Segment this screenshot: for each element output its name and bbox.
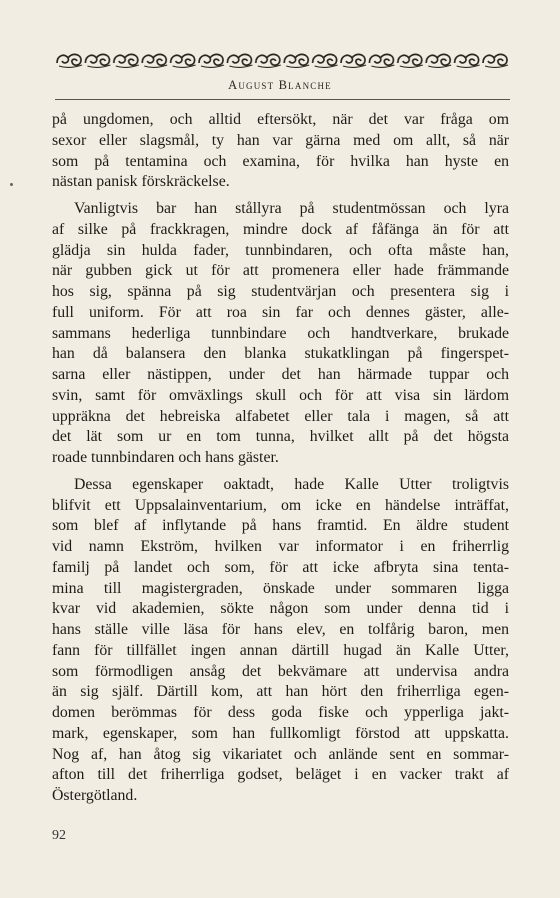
text-line: på ungdomen, och alltid eftersökt, när det var fråga om — [52, 111, 509, 128]
text-line: kvar vid akademien, sökte någon som under denna tid i — [52, 600, 509, 618]
text-line: sarna eller nästippen, under det han härmade tuppar och — [52, 366, 509, 383]
running-head: August Blanche — [228, 78, 332, 92]
paragraph — [52, 110, 509, 193]
text-line: Vanligtvis bar han stållyra på studentmössan och lyra — [74, 200, 509, 217]
text-line: full uniform. För att roa sin far och dennes gäster, alle- — [52, 303, 509, 321]
text-line: sexor eller slagsmål, ty han var gärna med om allt, så när — [52, 131, 509, 149]
text-line: svin, samt för omväxlings skull och för att visa sin lärdom — [52, 386, 509, 404]
page-number: 92 — [52, 828, 66, 843]
paper-speck — [10, 183, 13, 186]
text-line: nästan panisk förskräckelse. — [52, 173, 230, 191]
text-line: Östergötland. — [52, 787, 138, 804]
text-line: hos sig, spänna på sig studentvärjan och presentera sig i — [52, 283, 509, 300]
text-line: blifvit ett Uppsalainventarium, om icke en händelse inträffat, — [52, 496, 509, 514]
body-text — [52, 110, 509, 807]
text-line: mina till magistergraden, önskade under sommaren ligga — [52, 579, 509, 597]
text-line: familj på landet och som, för att icke afbryta sina tenta- — [52, 558, 509, 576]
text-line: det lät som ur en tom tunna, hvilket allt på det högsta — [52, 428, 509, 446]
text-line: glädja sin hulda fader, tunnbindaren, och ofta måste han, — [52, 241, 509, 259]
text-line: Dessa egenskaper oaktadt, hade Kalle Utter troligtvis — [74, 475, 509, 493]
text-line: än sig själf. Därtill kom, att han hört den friherrliga egen- — [52, 683, 509, 701]
text-line: Nog af, han åtog sig vikariatet och anlände sent en sommar- — [52, 745, 509, 763]
text-line: fann för tillfället ingen annan därtill hugad än Kalle Utter, — [52, 641, 509, 659]
paragraph — [52, 475, 509, 807]
paragraph — [52, 199, 509, 469]
text-line: som blef af inflytande på hans framtid. En äldre student — [52, 517, 509, 535]
text-line: hans ställe ville läsa för hans elev, en tolfårig baron, men — [52, 621, 509, 638]
text-line: uppräkna det hebreiska alfabetet eller tala i magen, så att — [52, 407, 509, 425]
text-line: roade tunnbindaren och hans gäster. — [52, 449, 279, 466]
ornament-border — [55, 49, 510, 71]
text-line: vid namn Ekström, hvilken var informator i en friherrlig — [52, 538, 509, 555]
text-line: när gubben gick ut för att promenera eller hade främmande — [52, 262, 509, 280]
text-line: afton till det friherrliga godset, beläget i en vacker trakt af — [52, 766, 509, 784]
text-line: af silke på frackkragen, mindre dock af fåfänga än för att — [52, 220, 509, 238]
text-line: som på tentamina och examina, för hvilka han hyste en — [52, 152, 509, 170]
text-line: domen berömmas för dess goda fiske och ypperliga jakt- — [52, 704, 509, 721]
header-rule — [55, 99, 510, 100]
text-line: mark, egenskaper, som han fullkomligt förstod att uppskatta. — [52, 724, 509, 742]
text-line: som förmodligen ansåg det bekvämare att undervisa andra — [52, 662, 509, 680]
text-line: sammans hederliga tunnbindare och handtverkare, brukade — [52, 324, 509, 342]
text-line: han då balansera den blanka stukatklingan på fingerspet- — [52, 345, 509, 363]
